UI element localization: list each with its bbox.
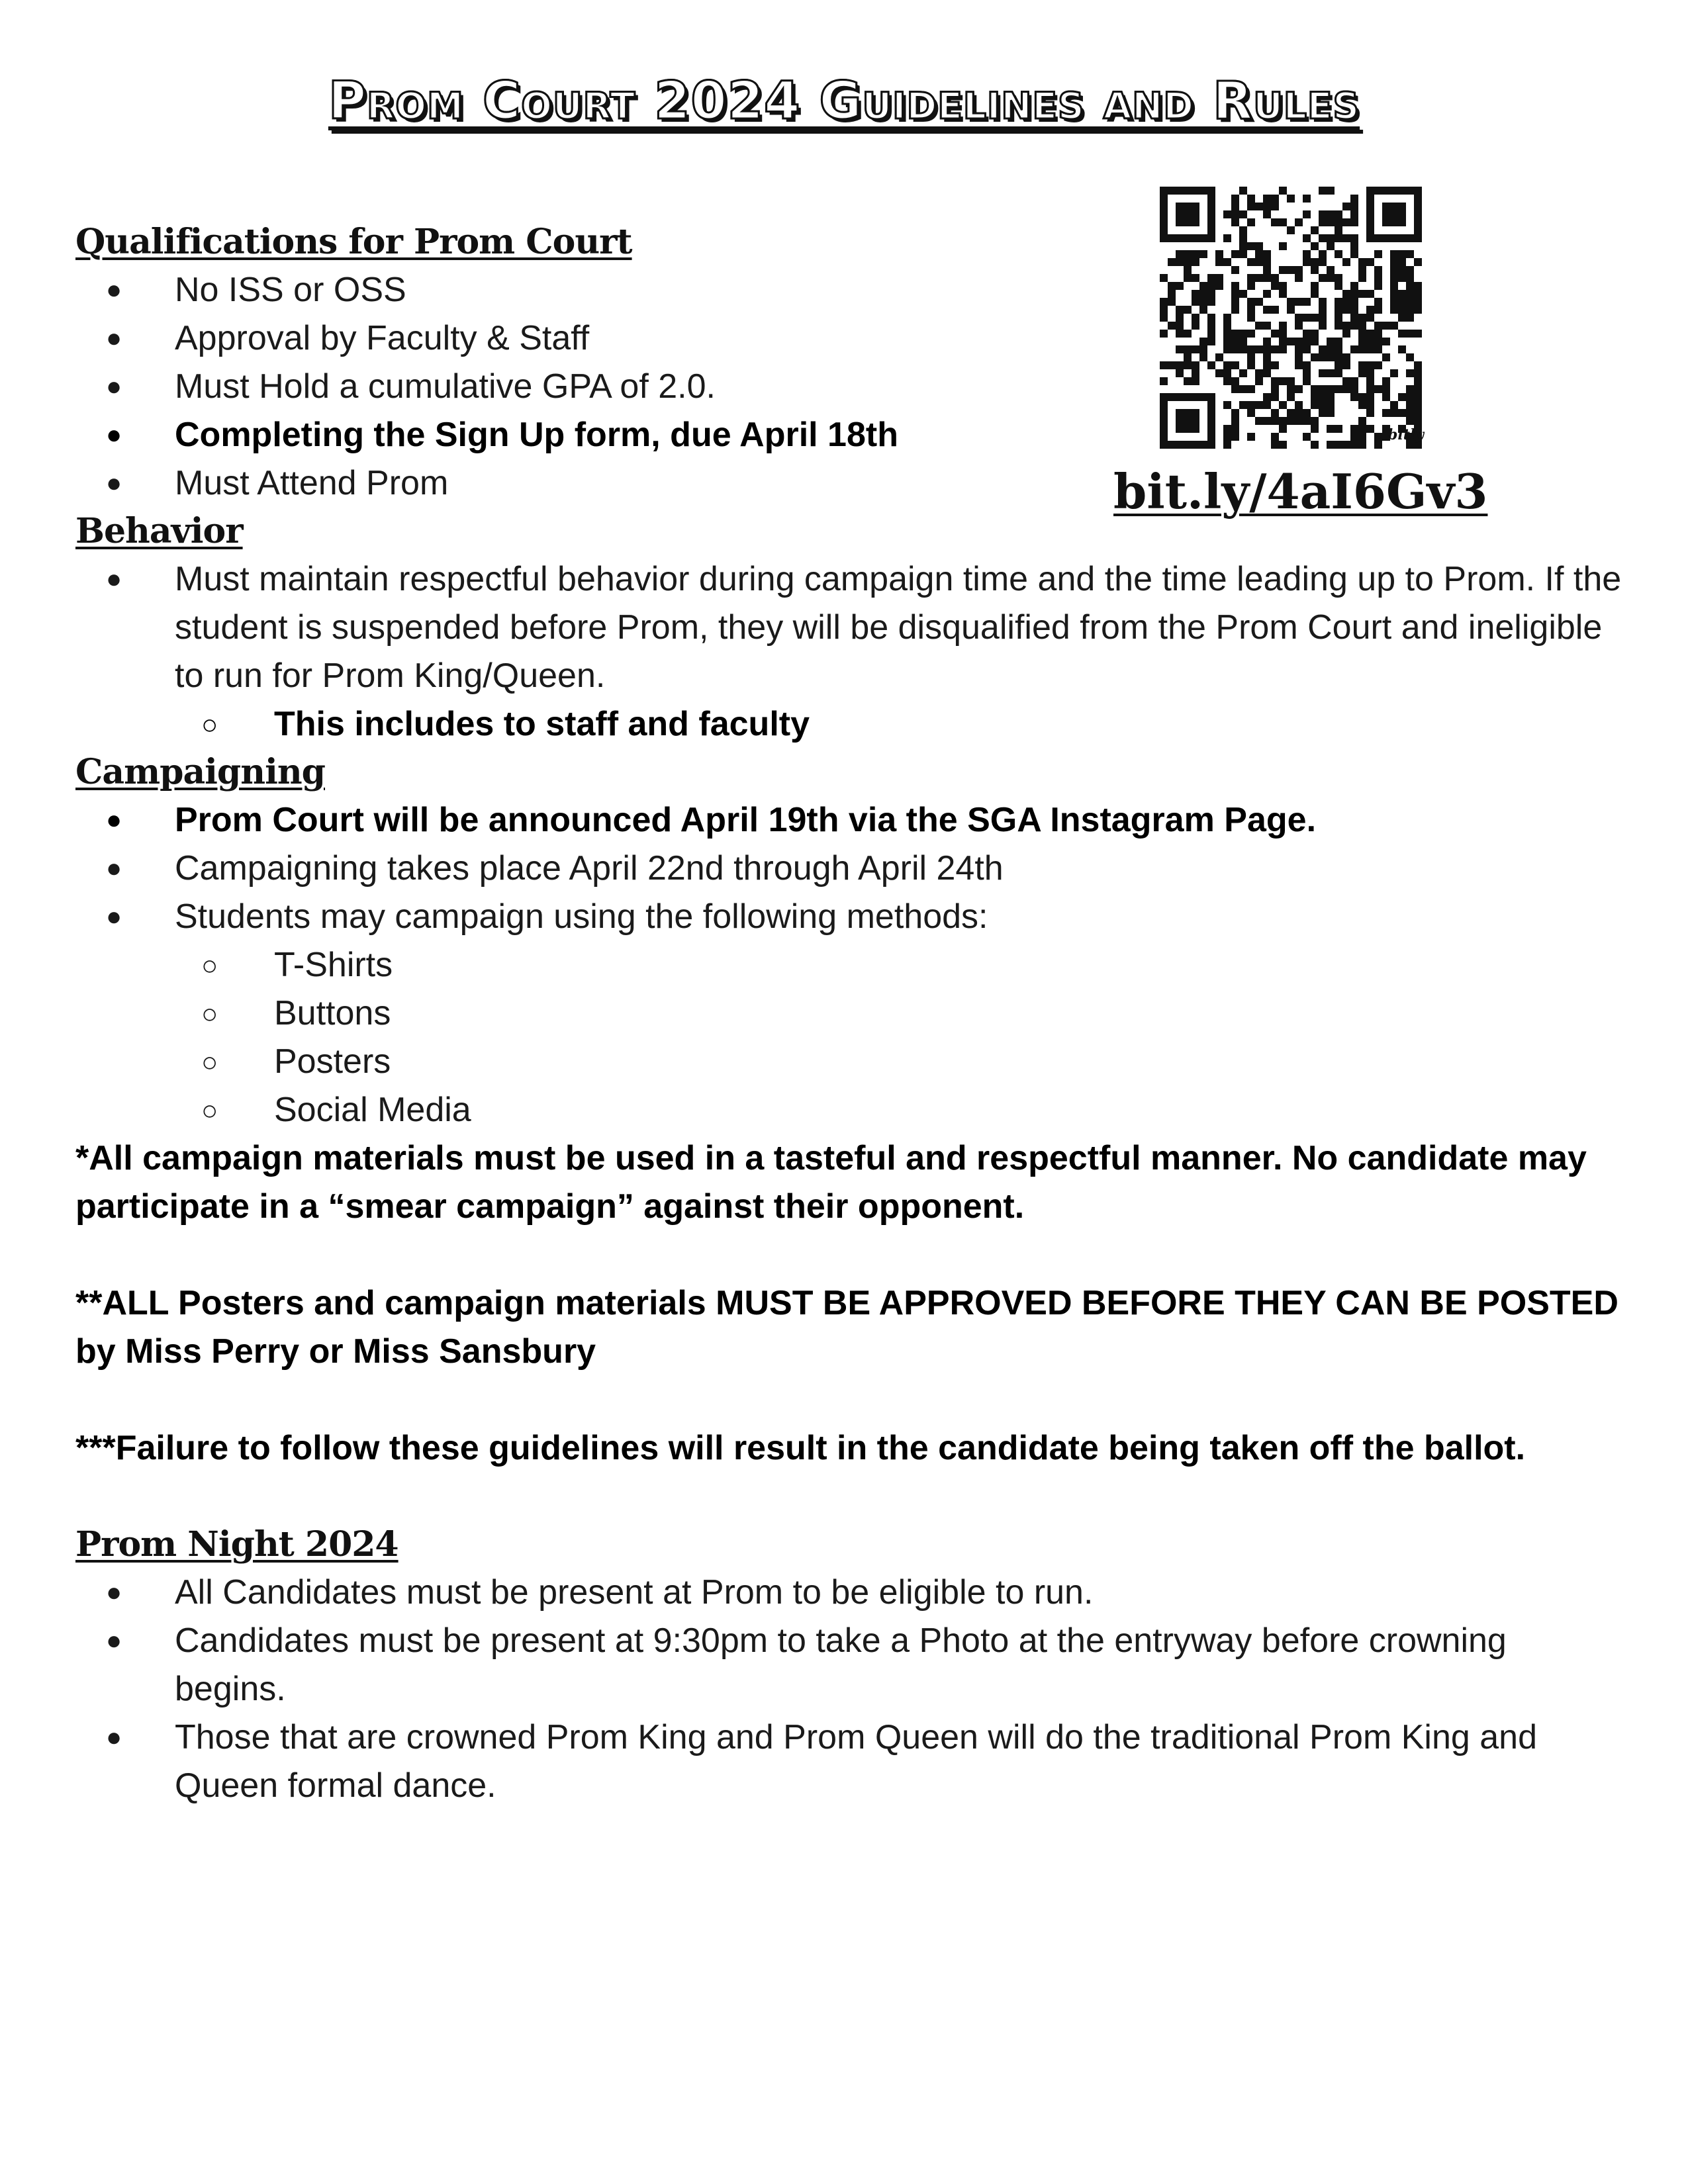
list-item: ● Students may campaign using the following methods: — [75, 893, 1624, 941]
short-link[interactable]: bit.ly/4aI6Gv3 — [1113, 463, 1488, 520]
circle-bullet-icon: ○ — [201, 1095, 218, 1126]
page-title: Prom Court 2024 Guidelines and Rules — [328, 71, 1360, 131]
list-item: ● Approval by Faculty & Staff — [75, 314, 1624, 363]
campaigning-list — [75, 796, 1624, 1134]
bullet-icon: ● — [106, 324, 122, 353]
bullet-icon: ● — [106, 805, 122, 835]
list-item: ● Must Hold a cumulative GPA of 2.0. — [75, 363, 1624, 411]
list-item: ● All Candidates must be present at Prom to be eligible to run. — [75, 1569, 1624, 1617]
circle-bullet-icon: ○ — [201, 709, 218, 740]
qualifications-heading: Qualifications for Prom Court — [75, 222, 632, 262]
bullet-icon: ● — [106, 469, 122, 498]
bullet-icon: ● — [106, 902, 122, 931]
circle-bullet-icon: ○ — [201, 1046, 218, 1077]
prom-night-list — [75, 1569, 1624, 1810]
sub-list-item: ○ Posters — [75, 1038, 1624, 1086]
sub-list-item: ○ T-Shirts — [75, 941, 1624, 989]
bullet-icon: ● — [106, 565, 122, 594]
sub-list-item: ○ Social Media — [75, 1086, 1624, 1134]
circle-bullet-icon: ○ — [201, 950, 218, 981]
list-item: ● Completing the Sign Up form, due April 18th — [75, 411, 1624, 459]
bullet-icon: ● — [106, 1578, 122, 1607]
list-item: ● Prom Court will be announced April 19th via the SGA Instagram Page. — [75, 796, 1624, 844]
list-item: ● Must Attend Prom — [75, 459, 1624, 508]
campaigning-heading: Campaigning — [75, 752, 325, 792]
list-item: ● No ISS or OSS — [75, 266, 1624, 314]
behavior-heading: Behavior — [75, 511, 243, 551]
prom-night-heading: Prom Night 2024 — [75, 1524, 399, 1565]
list-item: ● Those that are crowned Prom King and Prom Queen will do the traditional Prom King and Queen formal dance. — [75, 1713, 1624, 1810]
failure-note: ***Failure to follow these guidelines will result in the candidate being taken off the ballot. — [75, 1429, 1526, 1467]
list-item: ● Campaigning takes place April 22nd through April 24th — [75, 844, 1624, 893]
bitly-logo: bitly — [1387, 426, 1425, 443]
document-body — [75, 218, 1624, 1810]
bullet-icon: ● — [106, 420, 122, 449]
bullet-icon: ● — [106, 275, 122, 304]
sub-list-item: ○ This includes to staff and faculty — [75, 700, 1624, 749]
qualifications-list — [75, 266, 1624, 508]
bullet-icon: ● — [106, 1626, 122, 1655]
behavior-list — [75, 555, 1624, 749]
bullet-icon: ● — [106, 372, 122, 401]
circle-bullet-icon: ○ — [201, 998, 218, 1029]
bullet-icon: ● — [106, 1723, 122, 1752]
bullet-icon: ● — [106, 854, 122, 883]
approval-note: **ALL Posters and campaign materials MUST BE APPROVED BEFORE THEY CAN BE POSTED by Miss Perry or Miss Sansbury — [75, 1284, 1618, 1371]
list-item: ● Candidates must be present at 9:30pm to take a Photo at the entryway before crowning begins. — [75, 1617, 1624, 1713]
list-item: ● Must maintain respectful behavior during campaign time and the time leading up to Prom. If the student is suspended before Prom, they will be disqualified from the Prom Court and ineligible to run for Prom King/Queen. — [75, 555, 1624, 700]
sub-list-item: ○ Buttons — [75, 989, 1624, 1038]
campaign-note: *All campaign materials must be used in a tasteful and respectful manner. No candidate may participate in a “smear campaign” against their opponent. — [75, 1139, 1587, 1226]
